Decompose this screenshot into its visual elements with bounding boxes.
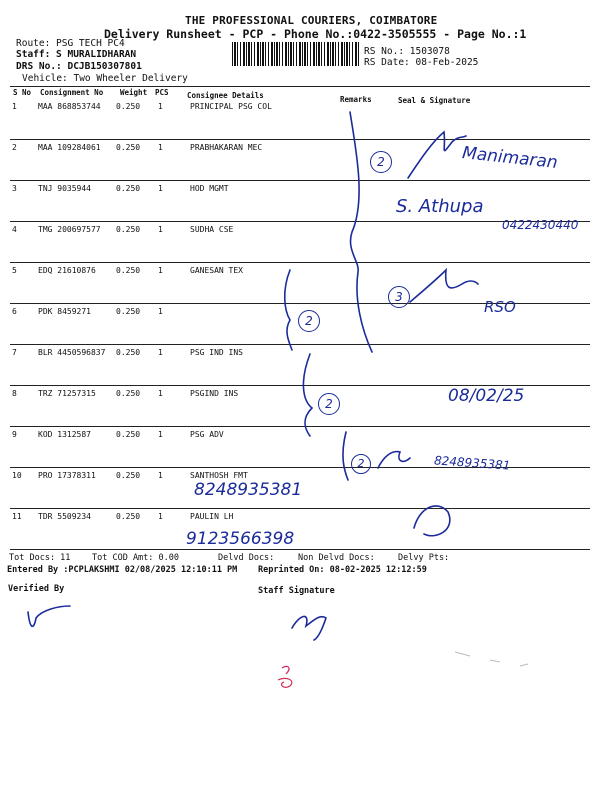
row-pcs: 1 xyxy=(158,512,163,521)
row-pcs: 1 xyxy=(158,430,163,439)
brace-remarks-upper xyxy=(350,112,372,352)
row-sno: 8 xyxy=(12,389,17,398)
row-sno: 2 xyxy=(12,143,17,152)
row-pcs: 1 xyxy=(158,389,163,398)
col-header-remarks: Remarks xyxy=(340,95,372,104)
row-consignee: PSGIND INS xyxy=(190,389,239,398)
row-sno: 7 xyxy=(12,348,17,357)
row-consignee: PRABHAKARAN MEC xyxy=(190,143,263,152)
row-divider xyxy=(10,139,590,140)
row-weight: 0.250 xyxy=(116,184,141,193)
row-pcs: 1 xyxy=(158,225,163,234)
row-divider xyxy=(10,508,590,509)
circled-mark-2-row6: 2 xyxy=(298,310,320,332)
delvy-pts: Delvy Pts: xyxy=(398,553,450,563)
row-weight: 0.250 xyxy=(116,102,141,111)
hand-phone-row9: 8248935381 xyxy=(433,453,511,473)
signature-row5 xyxy=(410,270,478,302)
row-consignment-no: KOD 1312587 xyxy=(38,430,91,439)
brace-rows-9-10 xyxy=(343,432,348,480)
row-pcs: 1 xyxy=(158,143,163,152)
vehicle-label: Vehicle: Two Wheeler Delivery xyxy=(22,73,188,84)
barcode xyxy=(232,42,360,66)
row-weight: 0.250 xyxy=(116,512,141,521)
row-sno: 5 xyxy=(12,266,17,275)
row-weight: 0.250 xyxy=(116,266,141,275)
row-divider xyxy=(10,426,590,427)
row-weight: 0.250 xyxy=(116,430,141,439)
hand-date-row7: 08/02/25 xyxy=(448,386,525,406)
row-consignee: PSG IND INS xyxy=(190,348,243,357)
header-rule xyxy=(10,86,590,87)
company-title: THE PROFESSIONAL COURIERS, COIMBATORE xyxy=(185,14,438,27)
row-consignment-no: PRO 17378311 xyxy=(38,471,96,480)
hand-rso: RSO xyxy=(484,298,516,316)
row-divider xyxy=(10,262,590,263)
col-header-consignment: Consignment No xyxy=(40,88,104,97)
row-weight: 0.250 xyxy=(116,307,141,316)
row-weight: 0.250 xyxy=(116,225,141,234)
reprinted-on: Reprinted On: 08-02-2025 12:12:59 xyxy=(258,565,427,575)
hand-phone-row11: 9123566398 xyxy=(186,529,295,549)
row-sno: 9 xyxy=(12,430,17,439)
row-weight: 0.250 xyxy=(116,389,141,398)
rs-no: RS No.: 1503078 xyxy=(364,46,450,57)
non-delvd-docs: Non Delvd Docs: xyxy=(298,553,375,563)
verified-signature xyxy=(28,606,70,626)
row-consignee: SUDHA CSE xyxy=(190,225,234,234)
row-consignee: GANESAN TEX xyxy=(190,266,243,275)
row-weight: 0.250 xyxy=(116,348,141,357)
row-divider xyxy=(10,180,590,181)
hand-name-row3: S. Athupa xyxy=(396,196,484,217)
row-divider xyxy=(10,549,590,550)
row-pcs: 1 xyxy=(158,348,163,357)
row-consignee: SANTHOSH FMT xyxy=(190,471,248,480)
circled-mark-2-row8: 2 xyxy=(318,393,340,415)
row-pcs: 1 xyxy=(158,307,163,316)
row-pcs: 1 xyxy=(158,266,163,275)
row-consignment-no: MAA 109284061 xyxy=(38,143,101,152)
col-header-seal: Seal & Signature xyxy=(398,96,471,105)
brace-rows-5-6 xyxy=(285,270,292,350)
row-consignment-no: TNJ 9035944 xyxy=(38,184,91,193)
rs-date: RS Date: 08-Feb-2025 xyxy=(364,57,479,68)
row-pcs: 1 xyxy=(158,102,163,111)
brace-rows-7-8 xyxy=(303,354,312,436)
row-pcs: 1 xyxy=(158,184,163,193)
row-consignment-no: TDR 5509234 xyxy=(38,512,91,521)
verified-by-label: Verified By xyxy=(8,584,65,594)
row-sno: 11 xyxy=(12,512,22,521)
delvd-docs: Delvd Docs: xyxy=(218,553,275,563)
col-header-consignee: Consignee Details xyxy=(187,91,264,100)
col-header-weight: Weight xyxy=(120,88,148,97)
staff-signature xyxy=(292,616,326,640)
signature-row11 xyxy=(414,506,450,536)
hand-phone-row3: 0422430440 xyxy=(502,218,579,232)
tot-cod-amt: Tot COD Amt: 0.00 xyxy=(92,553,179,563)
signature-row9 xyxy=(378,452,410,468)
row-consignment-no: MAA 868853744 xyxy=(38,102,101,111)
row-sno: 10 xyxy=(12,471,22,480)
staff-signature-label: Staff Signature xyxy=(258,586,335,596)
row-consignee: PRINCIPAL PSG COL xyxy=(190,102,272,111)
row-sno: 1 xyxy=(12,102,17,111)
circled-mark-3-row5: 3 xyxy=(388,286,410,308)
drs-label: DRS No.: DCJB150307801 xyxy=(16,61,142,72)
row-weight: 0.250 xyxy=(116,471,141,480)
col-header-sno: S No xyxy=(13,88,32,97)
circled-mark-2-row9: 2 xyxy=(351,454,371,474)
route-label: Route: PSG TECH PC4 xyxy=(16,38,125,49)
row-consignment-no: TMG 200697577 xyxy=(38,225,101,234)
row-weight: 0.250 xyxy=(116,143,141,152)
row-pcs: 1 xyxy=(158,471,163,480)
staff-label: Staff: S MURALIDHARAN xyxy=(16,49,137,60)
row-consignee: PAULIN LH xyxy=(190,512,234,521)
row-sno: 6 xyxy=(12,307,17,316)
row-divider xyxy=(10,344,590,345)
entered-by: Entered By :PCPLAKSHMI 02/08/2025 12:10:11 PM xyxy=(7,565,238,575)
hand-phone-row10: 8248935381 xyxy=(194,480,303,500)
circled-mark-2-row2: 2 xyxy=(370,151,392,173)
row-consignee: PSG ADV xyxy=(190,430,224,439)
row-sno: 3 xyxy=(12,184,17,193)
row-sno: 4 xyxy=(12,225,17,234)
row-consignee: HOD MGMT xyxy=(190,184,229,193)
hand-name-row2: Manimaran xyxy=(461,143,559,173)
row-consignment-no: BLR 4450596837 xyxy=(38,348,106,357)
red-mark xyxy=(278,666,292,687)
faint-marks xyxy=(455,652,528,666)
row-consignment-no: PDK 8459271 xyxy=(38,307,91,316)
row-consignment-no: TRZ 71257315 xyxy=(38,389,96,398)
col-header-pcs: PCS xyxy=(155,88,169,97)
row-consignment-no: EDQ 21610876 xyxy=(38,266,96,275)
tot-docs: Tot Docs: 11 xyxy=(9,553,71,563)
runsheet-title: Delivery Runsheet - PCP - Phone No.:0422-3505555 - Page No.:1 xyxy=(104,27,527,41)
